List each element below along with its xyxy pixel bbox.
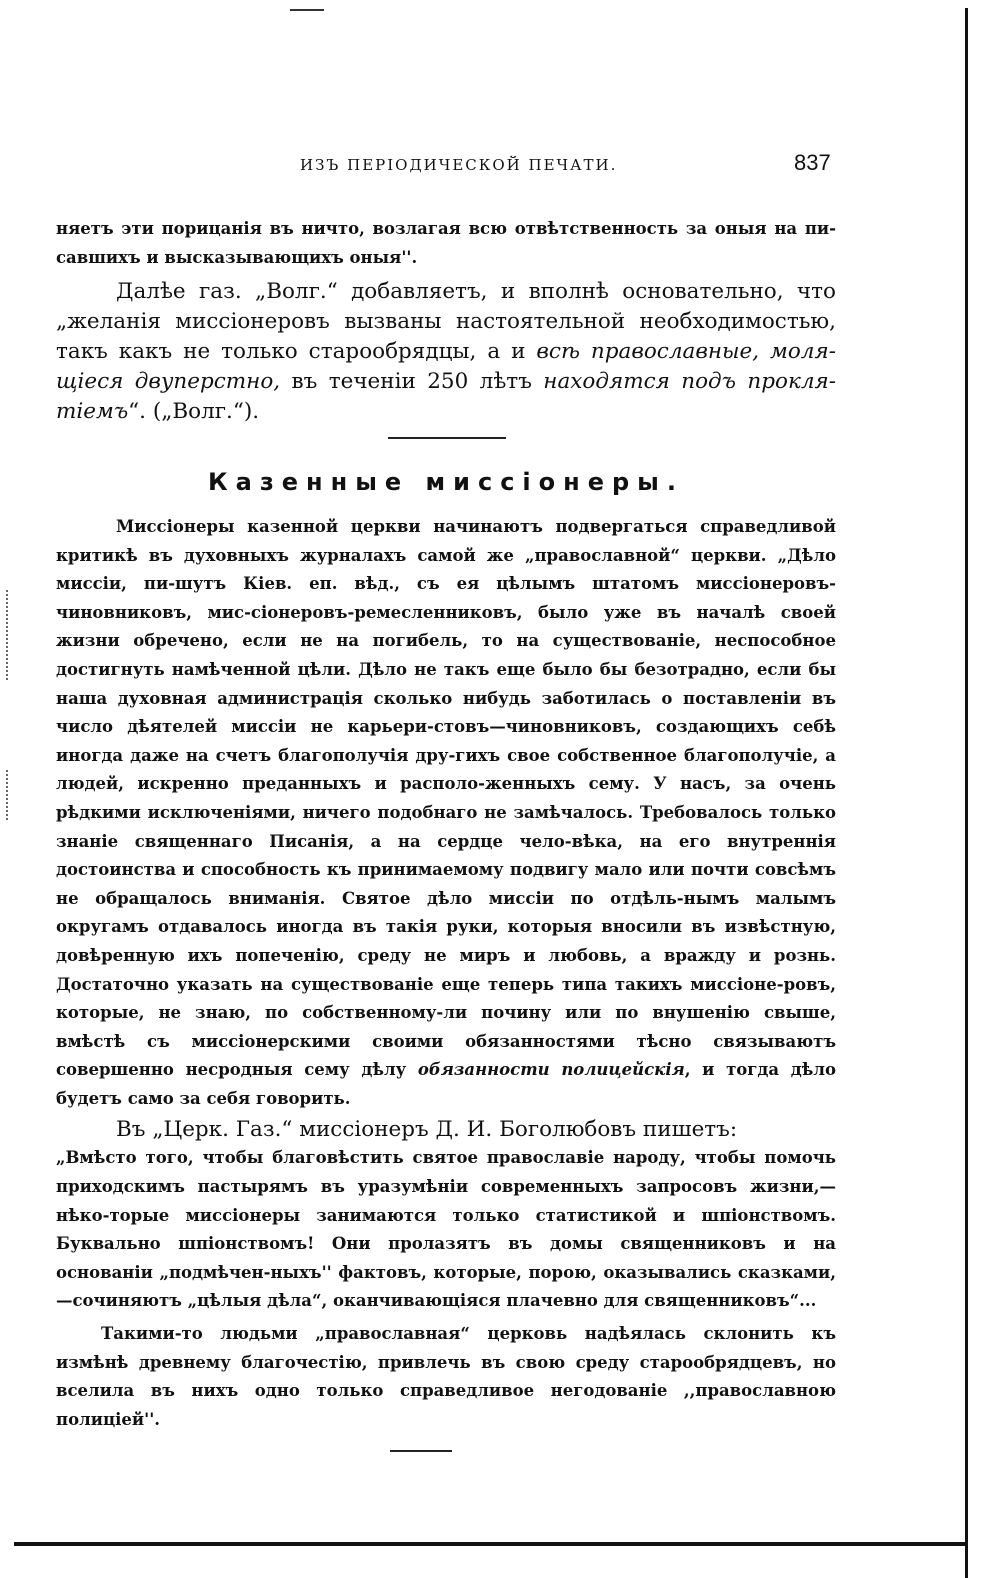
- quote-text: Далѣе газ. „Волг.“ добавляетъ, и вполнѣ основательно, что „желанія миссіонеровъ вызваны настоятельной необходимостью, такъ какъ не только старообрядцы, а и: [56, 279, 836, 364]
- running-title: ИЗЪ ПЕРІОДИЧЕСКОЙ ПЕЧАТИ.: [300, 156, 618, 174]
- page-border-right: [965, 8, 968, 1578]
- body-text: Миссіонеры казенной церкви начинаютъ подвергаться справедливой критикѣ въ духовныхъ журналахъ самой же „православной“ церкви. „Дѣло миссіи, пи-шутъ Кіев. еп. вѣд., съ ея цѣлымъ штатомъ миссіонеровъ-чиновниковъ, мис-сіонеровъ-ремесленниковъ, было уже въ началѣ своей жизни обречено, если не на погибель, то на существованіе, неспособное достигнуть намѣченной цѣли. Дѣло не такъ еще было бы безотрадно, если бы наша духовная администрація сколько нибудь заботилась о поставленіи въ число дѣятелей миссіи не карьери-стовъ—чиновниковъ, создающихъ себѣ иногда даже на счетъ благополучія дру-гихъ свое собственное благополучіе, а людей, искренно преданныхъ и располо-женныхъ сему. У насъ, за очень рѣдкими исключеніями, ничего подобнаго не замѣчалось. Требовалось только знаніе священнаго Писанія, а на сердце чело-вѣка, на его внутреннія достоинства и способность къ принимаемому подвигу мало или почти совсѣмъ не обращалось вниманія. Святое дѣло миссіи по отдѣль-нымъ малымъ округамъ отдавалось иногда въ такія руки, которыя вносили въ извѣстную, довѣренную ихъ попеченію, среду не миръ и любовь, а вражду и рознь. Достаточно указать на существованіе еще теперь типа такихъ миссіоне-ровъ, которые, не знаю, по собственному-ли почину или по внушенію свыше, вмѣстѣ съ миссіонерскими своими обязанностями тѣсно связываютъ совершенно несродныя сему дѣлу: [56, 517, 836, 1080]
- body-emphasis: обязанности полицейскія: [417, 1060, 685, 1080]
- body-text: , и тогда дѣло будетъ само за себя говорить.: [56, 1060, 837, 1108]
- margin-speckle: [6, 590, 8, 680]
- quote-emphasis: находятся подъ прокля-тіемъ: [56, 369, 837, 424]
- section-divider: [388, 437, 506, 439]
- end-divider: [390, 1450, 452, 1452]
- quote-emphasis: всѣ православные, моля-щіеся двуперстно,: [56, 339, 836, 394]
- page-border-bottom: [14, 1542, 968, 1546]
- quote-text: въ теченіи 250 лѣтъ: [280, 369, 544, 394]
- quote-paragraph: [56, 277, 836, 427]
- running-header: [0, 150, 1000, 180]
- body-paragraph: [56, 513, 836, 1113]
- body-paragraph: Такими-то людьми „православная“ церковь надѣялась склонить къ измѣнѣ древнему благочестію, привлечь въ свою среду старообрядцевъ, но вселила въ нихъ одно только справедливое негодованіе ,,православною полиціей''.: [56, 1324, 836, 1429]
- body-lead-line: Въ „Церк. Газ.“ миссіонеръ Д. И. Боголюбовъ пишетъ:: [116, 1117, 738, 1143]
- article-body: [56, 513, 836, 1434]
- quote-text: “. („Волг.“).: [128, 399, 260, 424]
- margin-speckle: [6, 770, 8, 820]
- continuation-text: няетъ эти порицанія въ ничто, возлагая всю отвѣтственность за оныя на пи-савшихъ и высказывающихъ оныя''.: [56, 219, 836, 267]
- body-paragraph: „Вмѣсто того, чтобы благовѣстить святое православіе народу, чтобы помочь приходскимъ пастырямъ въ уразумѣніи современныхъ запросовъ жизни,—нѣко-торые миссіонеры занимаются только статистикой и шпіонствомъ. Буквально шпіонствомъ! Они пролазятъ въ домы священниковъ и на основаніи „подмѣчен-ныхъ'' фактовъ, которые, порою, оказывались сказками,—сочиняютъ „цѣлыя дѣла“, оканчивающіяся плачевно для священниковъ“...: [56, 1148, 836, 1311]
- page-number: 837: [794, 150, 831, 175]
- continuation-paragraph: [56, 215, 836, 272]
- top-edge-mark: [290, 9, 324, 11]
- section-heading: Казенные миссіонеры.: [208, 468, 684, 496]
